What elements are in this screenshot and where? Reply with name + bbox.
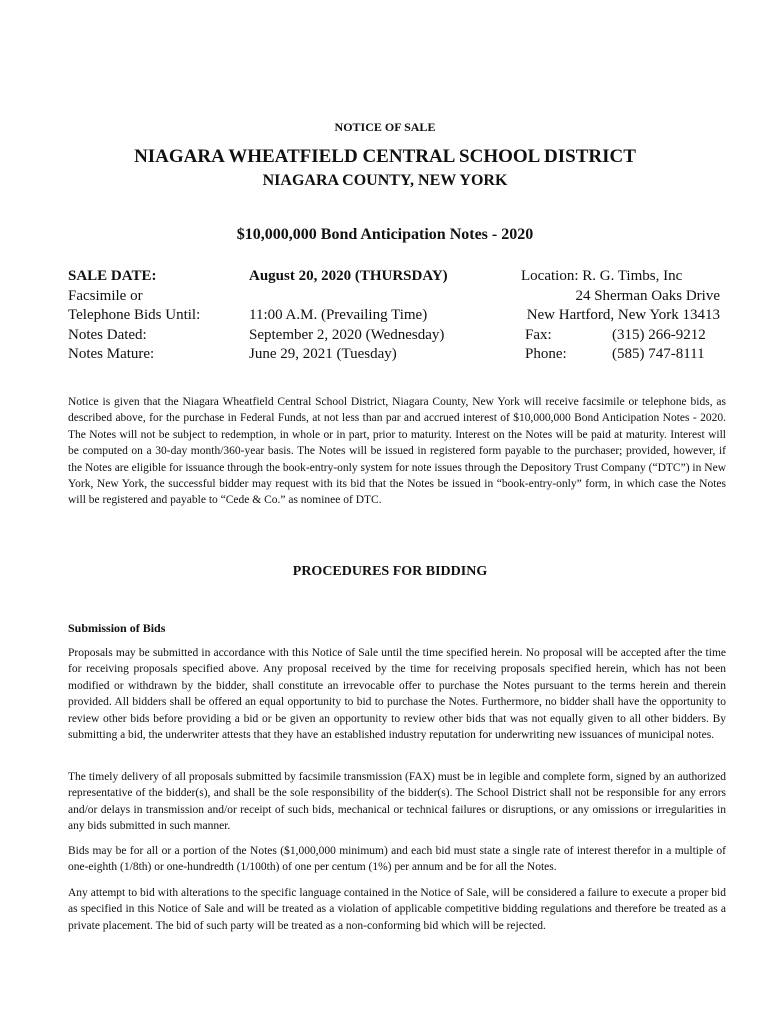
facsimile-label: Facsimile or: [68, 288, 143, 304]
district-name: NIAGARA WHEATFIELD CENTRAL SCHOOL DISTRICT: [134, 146, 636, 167]
submission-heading: Submission of Bids: [68, 621, 166, 635]
notes-dated-value: September 2, 2020 (Wednesday): [249, 327, 445, 343]
notice-paragraph: Notice is given that the Niagara Wheatfield Central School District, Niagara County, New York will receive facsimile or telephone bids, as described above, for the purchase in Federal Funds, at not less than par and accrued interest of $10,000,000 Bond Anticipation Notes - 2020. The Notes will not be subject to redemption, in whole or in part, prior to maturity. Interest on the Notes will be paid at maturity. Interest will be computed on a 30-day month/360-year basis. The Notes will be issued in registered form payable to the purchaser; provided, however, if the Notes are eligible for issuance through the book-entry-only system for note issues through the Depository Trust Company (“DTC”) in New York, New York, the successful bidder may request with its bid that the Notes be issued in “book-entry-only” form, in which case the Notes will be registered and payable to “Cede & Co.” as nominee of DTC.: [68, 396, 726, 507]
issue-title: $10,000,000 Bond Anticipation Notes - 2020: [236, 226, 534, 243]
telephone-row: [0, 307, 770, 326]
facsimile-row: [0, 288, 770, 307]
notes-mature-label: Notes Mature:: [68, 346, 155, 362]
fax-value: (315) 266-9212: [612, 327, 706, 343]
bidding-paragraph-4: Any attempt to bid with alterations to the specific language contained in the Notice of Sale, will be considered a failure to execute a proper bid as specified in this Notice of Sale and will be treated as a violation of applicable competitive bidding regulations and therefore be treated as a private placement. The bid of such party will be treated as a non-conforming bid which will be rejected.: [68, 887, 726, 932]
notice-heading: NOTICE OF SALE: [334, 120, 436, 134]
location-title: Location: R. G. Timbs, Inc: [521, 268, 683, 284]
sale-date-value: August 20, 2020 (THURSDAY): [249, 268, 448, 284]
phone-value: (585) 747-8111: [612, 346, 705, 362]
location-city: New Hartford, New York 13413: [526, 307, 720, 323]
location-street: 24 Sherman Oaks Drive: [575, 288, 720, 304]
sale-date-label: SALE DATE:: [68, 268, 157, 284]
procedures-heading: PROCEDURES FOR BIDDING: [292, 564, 488, 579]
notes-dated-label: Notes Dated:: [68, 327, 147, 343]
phone-label: Phone:: [525, 346, 567, 362]
bidding-paragraph-2: The timely delivery of all proposals submitted by facsimile transmission (FAX) must be in legible and complete form, signed by an authorized representative of the bidder(s), and shall be the sole responsibility of the bidder(s). The School District shall not be responsible for any errors and/or delays in transmission and/or receipt of such bids, mechanical or technical failures or disruptions, or any omissions or irregularities in any bids submitted in such manner.: [68, 771, 726, 833]
telephone-label: Telephone Bids Until:: [68, 307, 201, 323]
fax-label: Fax:: [525, 327, 552, 343]
notes-mature-row: [0, 346, 770, 365]
bidding-paragraph-1: Proposals may be submitted in accordance with this Notice of Sale until the time specified herein. No proposal will be accepted after the time for receiving proposals specified above. Any proposal received by the time for receiving proposals specified herein, which has not been modified or withdrawn by the bidder, shall constitute an irrevocable offer to purchase the Notes pursuant to the terms herein and therein provided. All bidders shall be offered an equal opportunity to bid to purchase the Notes. Furthermore, no bidder shall have the opportunity to review other bids before providing a bid or be given an opportunity to review other bids that was not equally given to all other bidders. By submitting a bid, the underwriter attests that they have an established industry reputation for underwriting new issuances of municipal notes.: [68, 647, 726, 742]
notes-mature-value: June 29, 2021 (Tuesday): [249, 346, 397, 362]
bidding-paragraph-3: Bids may be for all or a portion of the Notes ($1,000,000 minimum) and each bid must state a single rate of interest therefor in a multiple of one-eighth (1/8th) or one-hundredth (1/100th) of one per centum (1%) per annum and be for all the Notes.: [68, 845, 726, 874]
sale-date-row: [0, 268, 770, 287]
county-name: NIAGARA COUNTY, NEW YORK: [262, 172, 508, 189]
telephone-value: 11:00 A.M. (Prevailing Time): [249, 307, 428, 323]
notes-dated-row: [0, 327, 770, 346]
